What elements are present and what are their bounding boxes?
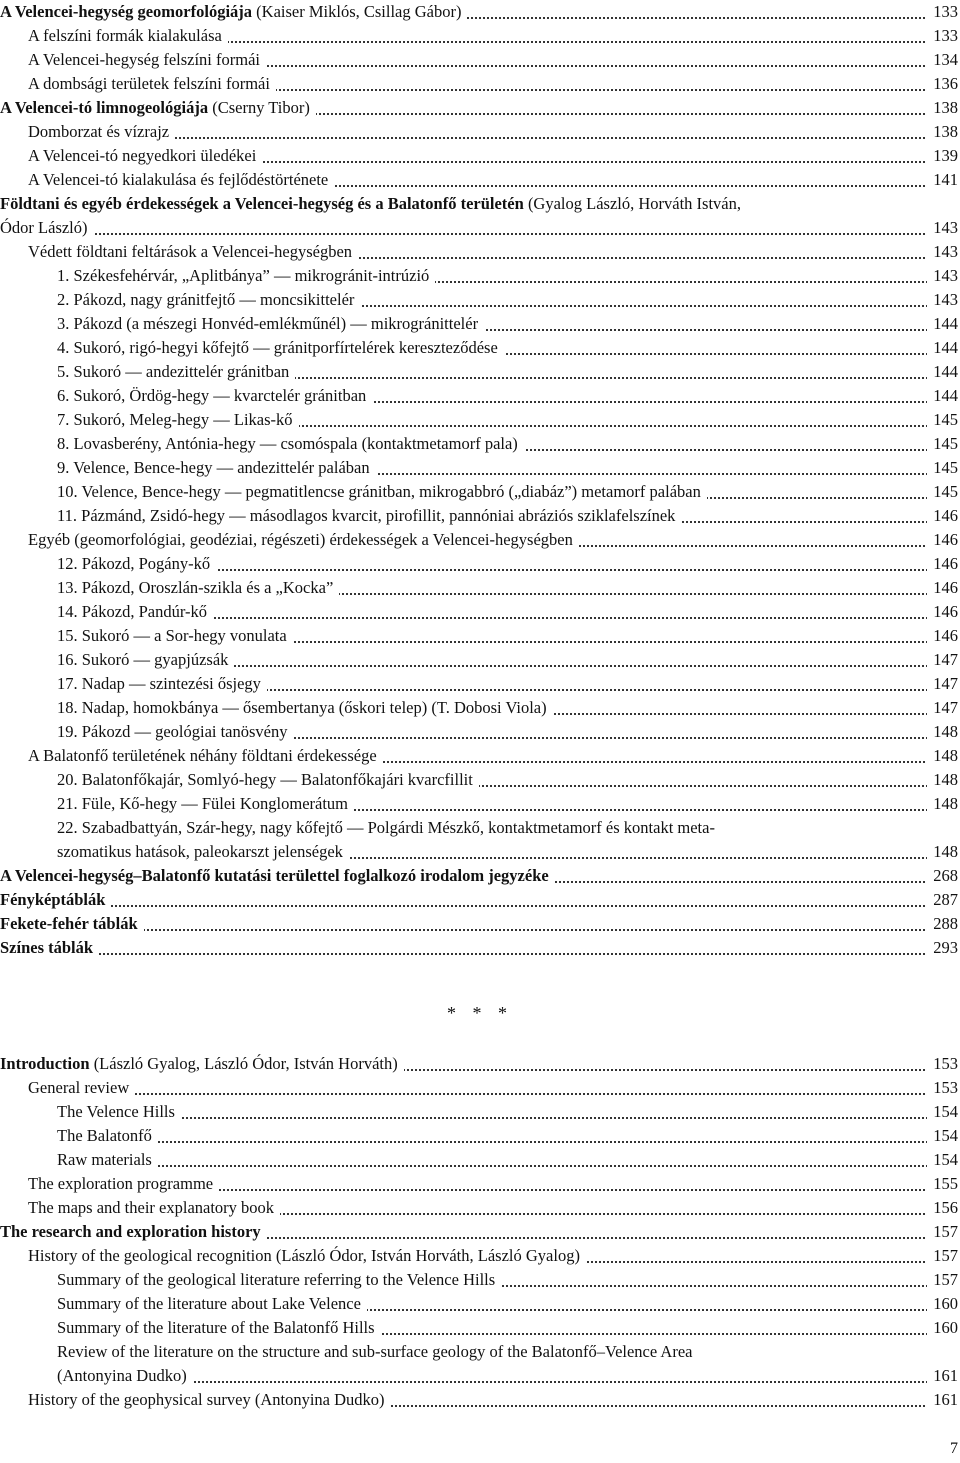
toc-entry xyxy=(0,936,960,960)
toc-entry-heading: Színes táblák xyxy=(0,938,94,957)
toc-page-number: 154 xyxy=(927,1124,958,1148)
toc-entry xyxy=(0,600,960,624)
toc-entry xyxy=(0,408,960,432)
toc-entry xyxy=(0,1124,960,1148)
toc-entry xyxy=(0,816,960,840)
toc-page-number: 138 xyxy=(927,96,958,120)
toc-entry-text: A dombsági területek felszíni formái xyxy=(28,74,270,93)
toc-entry xyxy=(0,1364,960,1388)
toc-page-number: 146 xyxy=(927,552,958,576)
toc-page-number: 144 xyxy=(927,384,958,408)
toc-entry-title xyxy=(28,144,262,168)
toc-page-number: 143 xyxy=(927,240,958,264)
toc-page-number: 148 xyxy=(927,720,958,744)
toc-entry-title xyxy=(57,312,484,336)
toc-entry xyxy=(0,1148,960,1172)
toc-entry xyxy=(0,264,960,288)
toc-page-number: 144 xyxy=(927,360,958,384)
toc-page-number: 154 xyxy=(927,1148,958,1172)
toc-entry-title xyxy=(57,1316,381,1340)
toc-entry-text: Summary of the literature of the Balatonfő Hills xyxy=(57,1318,375,1337)
toc-entry-title xyxy=(0,1220,267,1244)
toc-entry-text: (Gyalog László, Horváth István, xyxy=(523,194,742,213)
toc-entry xyxy=(0,0,960,24)
toc-entry-text: 14. Pákozd, Pandúr-kő xyxy=(57,602,207,621)
toc-page-number: 157 xyxy=(927,1244,958,1268)
toc-entry-title xyxy=(0,888,111,912)
toc-entry-text: The maps and their explanatory book xyxy=(28,1198,275,1217)
toc-entry-title xyxy=(57,1364,193,1388)
toc-entry-title xyxy=(57,1292,367,1316)
toc-entry-title xyxy=(57,672,267,696)
toc-entry xyxy=(0,384,960,408)
toc-page-number: 161 xyxy=(927,1388,958,1412)
toc-page-number: 147 xyxy=(927,672,958,696)
toc-entry-text: (Kaiser Miklós, Csillag Gábor) xyxy=(252,2,462,21)
toc-entry-title xyxy=(28,1196,280,1220)
toc-entry-title xyxy=(28,48,266,72)
toc-page-number: 160 xyxy=(927,1292,958,1316)
toc-page-number: 268 xyxy=(927,864,958,888)
toc-entry-text: 15. Sukoró — a Sor-hegy vonulata xyxy=(57,626,287,645)
toc-entry xyxy=(0,1340,960,1364)
toc-entry-title xyxy=(28,744,383,768)
toc-entry xyxy=(0,1196,960,1220)
toc-entry-title xyxy=(57,432,524,456)
toc-entry-text: 17. Nadap — szintezési ősjegy xyxy=(57,674,261,693)
dot-leader xyxy=(57,1141,956,1143)
toc-entry xyxy=(0,288,960,312)
toc-entry-title xyxy=(28,1172,219,1196)
toc-entry xyxy=(0,672,960,696)
toc-entry xyxy=(0,648,960,672)
toc-page-number: 136 xyxy=(927,72,958,96)
toc-entry xyxy=(0,864,960,888)
toc-entry-text: 4. Sukoró, rigó-hegyi kőfejtő — gránitporfírtelérek kereszteződése xyxy=(57,338,498,357)
toc-entry xyxy=(0,1292,960,1316)
toc-entry-title xyxy=(57,552,216,576)
toc-entry-title xyxy=(0,216,94,240)
toc-entry-text: The exploration programme xyxy=(28,1174,214,1193)
toc-entry-text: 11. Pázmánd, Zsidó-hegy — másodlagos kvarcit, pirofillit, pannóniai abráziós sziklafelszínek xyxy=(57,506,676,525)
toc-entry-text: 12. Pákozd, Pogány-kő xyxy=(57,554,211,573)
toc-entry-text: A Velencei-tó negyedkori üledékei xyxy=(28,146,257,165)
toc-entry-title xyxy=(57,1268,501,1292)
toc-entry xyxy=(0,1052,960,1076)
toc-entry-title xyxy=(0,864,555,888)
toc-entry-title xyxy=(57,696,553,720)
toc-entry xyxy=(0,792,960,816)
toc-page-number: 133 xyxy=(927,0,958,24)
toc-page-number: 153 xyxy=(927,1076,958,1100)
toc-entry-text: Egyéb (geomorfológiai, geodéziai, régészeti) érdekességek a Velencei-hegységben xyxy=(28,530,573,549)
toc-entry-title xyxy=(28,24,228,48)
toc-entry-title xyxy=(0,96,316,120)
toc-entry xyxy=(0,912,960,936)
toc-page-number: 138 xyxy=(927,120,958,144)
toc-entry-title xyxy=(0,192,747,216)
toc-entry-title xyxy=(57,408,299,432)
toc-entry-title xyxy=(57,1340,698,1364)
toc-entry-text: A felszíni formák kialakulása xyxy=(28,26,222,45)
toc-entry xyxy=(0,48,960,72)
toc-entry-title xyxy=(57,480,707,504)
toc-entry-title xyxy=(57,624,293,648)
toc-entry xyxy=(0,96,960,120)
toc-entry-title xyxy=(57,840,349,864)
toc-entry xyxy=(0,1076,960,1100)
toc-entry-text: 21. Füle, Kő-hegy — Fülei Konglomerátum xyxy=(57,794,349,813)
toc-entry-title xyxy=(28,1244,586,1268)
toc-entry-title xyxy=(57,576,339,600)
toc-page-number: 148 xyxy=(927,744,958,768)
toc-entry xyxy=(0,744,960,768)
toc-entry-text: 18. Nadap, homokbánya — ősembertanya (őskori telep) (T. Dobosi Viola) xyxy=(57,698,547,717)
dot-leader xyxy=(57,1117,956,1119)
toc-entry-title xyxy=(0,936,99,960)
toc-entry-title xyxy=(57,504,681,528)
toc-entry xyxy=(0,480,960,504)
toc-entry-title xyxy=(57,768,479,792)
toc-entry-heading: A Velencei-tó limnogeológiája xyxy=(0,98,209,117)
toc-page-number: 156 xyxy=(927,1196,958,1220)
toc-entry-text: History of the geological recognition (László Ódor, István Horváth, László Gyalog) xyxy=(28,1246,580,1265)
toc-entry-title xyxy=(28,528,579,552)
toc-page-number: 141 xyxy=(927,168,958,192)
toc-page-number: 154 xyxy=(927,1100,958,1124)
toc-entry xyxy=(0,1172,960,1196)
toc-entry-text: History of the geophysical survey (Antonyina Dudko) xyxy=(28,1390,385,1409)
toc-entry-text: 1. Székesfehérvár, „Aplitbánya” — mikrogránit-intrúzió xyxy=(57,266,430,285)
toc-entry-text: 2. Pákozd, nagy gránitfejtő — moncsikittelér xyxy=(57,290,355,309)
toc-page-number: 160 xyxy=(927,1316,958,1340)
toc-entry-text: A Velencei-hegység felszíni formái xyxy=(28,50,260,69)
toc-page-number: 146 xyxy=(927,576,958,600)
toc-entry-text: 20. Balatonfőkajár, Somlyó-hegy — Balatonfőkajári kvarcfillit xyxy=(57,770,473,789)
toc-entry-heading: Introduction xyxy=(0,1054,90,1073)
toc-entry-text: 7. Sukoró, Meleg-hegy — Likas-kő xyxy=(57,410,293,429)
toc-entry xyxy=(0,336,960,360)
toc-entry-text: Raw materials xyxy=(57,1150,152,1169)
toc-entry-text: Védett földtani feltárások a Velencei-hegységben xyxy=(28,242,353,261)
toc-entry-text: 3. Pákozd (a mészegi Honvéd-emlékműnél) — mikrogránittelér xyxy=(57,314,479,333)
dot-leader xyxy=(0,905,956,907)
toc-entry-text: Domborzat és vízrajz xyxy=(28,122,170,141)
toc-entry xyxy=(0,1388,960,1412)
toc-entry xyxy=(0,120,960,144)
toc-entry xyxy=(0,432,960,456)
toc-entry-text: Ódor László) xyxy=(0,218,88,237)
toc-entry xyxy=(0,888,960,912)
toc-page-number: 287 xyxy=(927,888,958,912)
toc-entry xyxy=(0,456,960,480)
toc-entry-text: The Balatonfő xyxy=(57,1126,152,1145)
toc-entry-title xyxy=(57,288,360,312)
dot-leader xyxy=(57,1165,956,1167)
toc-entry-title xyxy=(57,336,504,360)
toc-page-number: 146 xyxy=(927,528,958,552)
toc-page-number: 147 xyxy=(927,696,958,720)
toc-entry xyxy=(0,768,960,792)
toc-entry xyxy=(0,360,960,384)
toc-entry-title xyxy=(57,600,213,624)
toc-page-number: 145 xyxy=(927,480,958,504)
toc-entry xyxy=(0,72,960,96)
toc-entry-title xyxy=(28,1076,135,1100)
toc-entry-text: Summary of the geological literature referring to the Velence Hills xyxy=(57,1270,496,1289)
toc-page-number: 293 xyxy=(927,936,958,960)
toc-entry-title xyxy=(0,912,144,936)
toc-entry-heading: A Velencei-hegység–Balatonfő kutatási területtel foglalkozó irodalom jegyzéke xyxy=(0,866,549,885)
toc-entry xyxy=(0,216,960,240)
toc-english xyxy=(0,1052,960,1412)
toc-entry-heading: Fényképtáblák xyxy=(0,890,106,909)
toc-entry xyxy=(0,840,960,864)
toc-page-number: 143 xyxy=(927,288,958,312)
toc-entry-heading: Földtani és egyéb érdekességek a Velencei-hegység és a Balatonfő területén xyxy=(0,194,524,213)
toc-page-number: 143 xyxy=(927,216,958,240)
toc-entry-text: 16. Sukoró — gyapjúzsák xyxy=(57,650,229,669)
toc-entry-text: Summary of the literature about Lake Velence xyxy=(57,1294,361,1313)
toc-entry xyxy=(0,240,960,264)
toc-entry-text: A Balatonfő területének néhány földtani érdekessége xyxy=(28,746,377,765)
toc-page-number: 161 xyxy=(927,1364,958,1388)
toc-entry-title xyxy=(28,1388,391,1412)
toc-page-number: 157 xyxy=(927,1268,958,1292)
toc-page-number: 148 xyxy=(927,840,958,864)
toc-entry-title xyxy=(57,792,354,816)
toc-page-number: 145 xyxy=(927,408,958,432)
toc-page-number: 147 xyxy=(927,648,958,672)
toc-page-number: 157 xyxy=(927,1220,958,1244)
toc-entry-text: 8. Lovasberény, Antónia-hegy — csomóspala (kontaktmetamorf pala) xyxy=(57,434,518,453)
toc-entry-text: (László Gyalog, László Ódor, István Horváth) xyxy=(89,1054,398,1073)
toc-entry-title xyxy=(57,1124,158,1148)
toc-entry xyxy=(0,24,960,48)
toc-entry xyxy=(0,144,960,168)
toc-entry-text: The Velence Hills xyxy=(57,1102,175,1121)
toc-entry-heading: A Velencei-hegység geomorfológiája xyxy=(0,2,253,21)
toc-entry xyxy=(0,696,960,720)
toc-entry-text: 6. Sukoró, Ördög-hegy — kvarctelér gránitban xyxy=(57,386,367,405)
toc-page-number: 134 xyxy=(927,48,958,72)
toc-entry-title xyxy=(28,120,175,144)
toc-entry-title xyxy=(57,360,295,384)
toc-page-number: 143 xyxy=(927,264,958,288)
toc-page-number: 288 xyxy=(927,912,958,936)
toc-page-number: 146 xyxy=(927,504,958,528)
toc-entry-text: Review of the literature on the structure and sub-surface geology of the Balatonfő–Velence Area xyxy=(57,1342,693,1361)
toc-entry xyxy=(0,1100,960,1124)
toc-entry-text: 22. Szabadbattyán, Szár-hegy, nagy kőfejtő — Polgárdi Mészkő, kontaktmetamorf és kontakt meta- xyxy=(57,818,715,837)
toc-entry xyxy=(0,1316,960,1340)
toc-entry-text: (Cserny Tibor) xyxy=(208,98,310,117)
toc-entry xyxy=(0,168,960,192)
toc-entry-title xyxy=(57,264,435,288)
toc-entry-title xyxy=(0,1052,404,1076)
toc-entry-text: 19. Pákozd — geológiai tanösvény xyxy=(57,722,288,741)
toc-entry-text: szomatikus hatások, paleokarszt jelenségek xyxy=(57,842,343,861)
dot-leader xyxy=(28,1093,956,1095)
toc-entry-title xyxy=(28,72,276,96)
toc-entry-title xyxy=(57,456,376,480)
toc-entry xyxy=(0,552,960,576)
toc-page-number: 133 xyxy=(927,24,958,48)
toc-entry-title xyxy=(57,816,721,840)
toc-entry-title xyxy=(28,168,334,192)
toc-page-number: 146 xyxy=(927,600,958,624)
page-number: 7 xyxy=(950,1440,958,1457)
toc-entry-text: A Velencei-tó kialakulása és fejlődéstörténete xyxy=(28,170,329,189)
toc-page-number: 139 xyxy=(927,144,958,168)
toc-entry-title xyxy=(57,720,294,744)
toc-entry-title xyxy=(57,648,234,672)
toc-entry-heading: Fekete-fehér táblák xyxy=(0,914,138,933)
toc-entry-text: 10. Velence, Bence-hegy — pegmatitlencse gránitban, mikrogabbró („diabáz”) metamorf palában xyxy=(57,482,701,501)
toc-entry-text: General review xyxy=(28,1078,130,1097)
dot-leader xyxy=(0,233,956,235)
toc-entry-title xyxy=(28,240,358,264)
toc-entry-title xyxy=(57,384,372,408)
toc-entry-heading: The research and exploration history xyxy=(0,1222,261,1241)
toc-page-number: 144 xyxy=(927,312,958,336)
toc-entry-title xyxy=(57,1100,181,1124)
toc-entry xyxy=(0,576,960,600)
toc-entry-title xyxy=(57,1148,158,1172)
toc-entry-text: (Antonyina Dudko) xyxy=(57,1366,187,1385)
toc-page-number: 155 xyxy=(927,1172,958,1196)
toc-entry xyxy=(0,528,960,552)
toc-page-number: 145 xyxy=(927,456,958,480)
toc-page-number: 148 xyxy=(927,768,958,792)
toc-entry xyxy=(0,192,960,216)
toc-page-number: 146 xyxy=(927,624,958,648)
toc-entry xyxy=(0,504,960,528)
toc-page-number: 145 xyxy=(927,432,958,456)
toc-entry-text: 13. Pákozd, Oroszlán-szikla és a „Kocka” xyxy=(57,578,334,597)
toc-entry xyxy=(0,1220,960,1244)
dot-leader xyxy=(0,953,956,955)
toc-entry xyxy=(0,624,960,648)
toc-entry-title xyxy=(0,0,467,24)
toc-entry xyxy=(0,312,960,336)
toc-entry-text: 9. Velence, Bence-hegy — andezittelér palában xyxy=(57,458,370,477)
toc-entry xyxy=(0,1268,960,1292)
section-separator: * * * xyxy=(447,1003,513,1023)
toc-entry-text: 5. Sukoró — andezittelér gránitban xyxy=(57,362,290,381)
toc-page-number: 144 xyxy=(927,336,958,360)
toc-entry xyxy=(0,1244,960,1268)
toc-entry xyxy=(0,720,960,744)
toc-page-number: 148 xyxy=(927,792,958,816)
toc-page-number: 153 xyxy=(927,1052,958,1076)
